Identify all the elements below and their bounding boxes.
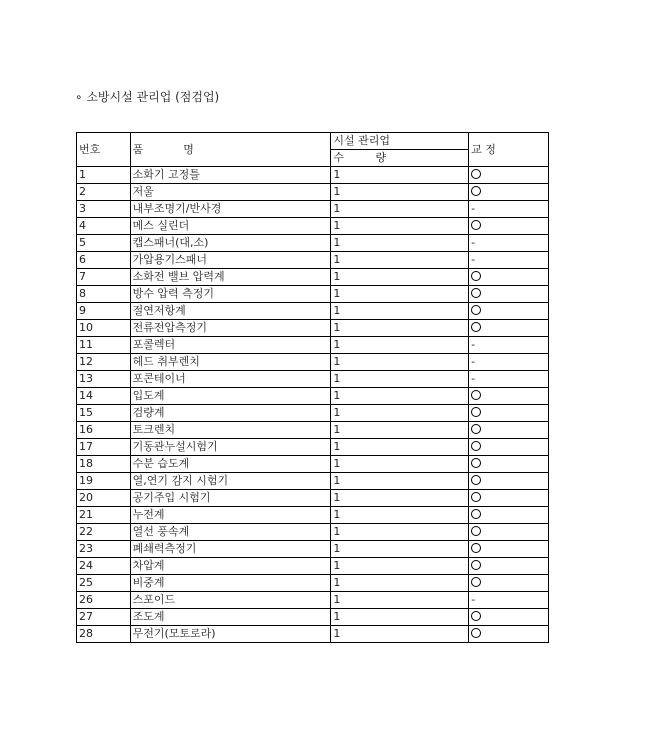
row-quantity: 1 bbox=[331, 422, 469, 439]
calibration-required-mark bbox=[469, 405, 549, 422]
dash-mark: - bbox=[471, 372, 476, 385]
row-number: 21 bbox=[77, 507, 131, 524]
row-number: 7 bbox=[77, 269, 131, 286]
table-row bbox=[77, 558, 549, 575]
table-row bbox=[77, 371, 549, 388]
calibration-not-required-mark bbox=[469, 252, 549, 269]
calibration-required-mark bbox=[469, 524, 549, 541]
circle-icon bbox=[471, 458, 481, 468]
row-item-name: 전류전압측정기 bbox=[130, 320, 331, 337]
row-number: 24 bbox=[77, 558, 131, 575]
circle-icon bbox=[471, 271, 481, 281]
row-item-name: 토크렌치 bbox=[130, 422, 331, 439]
calibration-required-mark bbox=[469, 422, 549, 439]
row-item-name: 조도계 bbox=[130, 609, 331, 626]
table-row bbox=[77, 490, 549, 507]
document-title: ∘ 소방시설 관리업 (점검업) bbox=[75, 90, 220, 104]
header-item-name-part1: 품 bbox=[132, 142, 144, 156]
circle-icon bbox=[471, 526, 481, 536]
table-row bbox=[77, 354, 549, 371]
table-row bbox=[77, 524, 549, 541]
row-quantity: 1 bbox=[331, 558, 469, 575]
table-row bbox=[77, 235, 549, 252]
calibration-required-mark bbox=[469, 609, 549, 626]
dash-mark: - bbox=[471, 355, 476, 368]
row-number: 4 bbox=[77, 218, 131, 235]
calibration-required-mark bbox=[469, 490, 549, 507]
calibration-not-required-mark bbox=[469, 337, 549, 354]
circle-icon bbox=[471, 509, 481, 519]
row-number: 3 bbox=[77, 201, 131, 218]
row-quantity: 1 bbox=[331, 575, 469, 592]
row-quantity: 1 bbox=[331, 541, 469, 558]
calibration-required-mark bbox=[469, 167, 549, 184]
row-number: 11 bbox=[77, 337, 131, 354]
calibration-not-required-mark bbox=[469, 235, 549, 252]
calibration-required-mark bbox=[469, 626, 549, 643]
circle-icon bbox=[471, 543, 481, 553]
circle-icon bbox=[471, 186, 481, 196]
table-row bbox=[77, 439, 549, 456]
table-row bbox=[77, 473, 549, 490]
row-number: 9 bbox=[77, 303, 131, 320]
row-item-name: 메스 실린더 bbox=[130, 218, 331, 235]
table-row bbox=[77, 252, 549, 269]
table-row bbox=[77, 422, 549, 439]
circle-icon bbox=[471, 407, 481, 417]
table-row bbox=[77, 303, 549, 320]
row-item-name: 저울 bbox=[130, 184, 331, 201]
row-number: 13 bbox=[77, 371, 131, 388]
row-quantity: 1 bbox=[331, 609, 469, 626]
calibration-required-mark bbox=[469, 286, 549, 303]
header-calibration: 교 정 bbox=[469, 133, 549, 167]
row-number: 12 bbox=[77, 354, 131, 371]
row-item-name: 내부조명기/반사경 bbox=[130, 201, 331, 218]
dash-mark: - bbox=[471, 202, 476, 215]
row-quantity: 1 bbox=[331, 201, 469, 218]
calibration-required-mark bbox=[469, 507, 549, 524]
row-quantity: 1 bbox=[331, 167, 469, 184]
row-item-name: 기동관누설시험기 bbox=[130, 439, 331, 456]
row-quantity: 1 bbox=[331, 252, 469, 269]
calibration-required-mark bbox=[469, 269, 549, 286]
calibration-required-mark bbox=[469, 303, 549, 320]
row-item-name: 수분 습도계 bbox=[130, 456, 331, 473]
row-quantity: 1 bbox=[331, 507, 469, 524]
row-item-name: 포콘테이너 bbox=[130, 371, 331, 388]
row-number: 5 bbox=[77, 235, 131, 252]
row-number: 28 bbox=[77, 626, 131, 643]
table-row bbox=[77, 388, 549, 405]
row-item-name: 헤드 취부렌치 bbox=[130, 354, 331, 371]
table-row bbox=[77, 337, 549, 354]
row-quantity: 1 bbox=[331, 320, 469, 337]
circle-icon bbox=[471, 560, 481, 570]
row-number: 16 bbox=[77, 422, 131, 439]
calibration-not-required-mark bbox=[469, 201, 549, 218]
row-quantity: 1 bbox=[331, 405, 469, 422]
row-item-name: 스포이드 bbox=[130, 592, 331, 609]
calibration-required-mark bbox=[469, 320, 549, 337]
row-quantity: 1 bbox=[331, 592, 469, 609]
table-row bbox=[77, 626, 549, 643]
calibration-required-mark bbox=[469, 541, 549, 558]
header-item-name-part2: 명 bbox=[183, 142, 194, 156]
row-item-name: 포콜렉터 bbox=[130, 337, 331, 354]
circle-icon bbox=[471, 169, 481, 179]
row-quantity: 1 bbox=[331, 235, 469, 252]
row-number: 14 bbox=[77, 388, 131, 405]
dash-mark: - bbox=[471, 253, 476, 266]
row-quantity: 1 bbox=[331, 286, 469, 303]
row-quantity: 1 bbox=[331, 218, 469, 235]
row-quantity: 1 bbox=[331, 337, 469, 354]
row-number: 17 bbox=[77, 439, 131, 456]
calibration-not-required-mark bbox=[469, 592, 549, 609]
calibration-required-mark bbox=[469, 184, 549, 201]
row-quantity: 1 bbox=[331, 439, 469, 456]
circle-icon bbox=[471, 288, 481, 298]
row-item-name: 열,연기 감지 시험기 bbox=[130, 473, 331, 490]
row-quantity: 1 bbox=[331, 490, 469, 507]
row-item-name: 공기주입 시험기 bbox=[130, 490, 331, 507]
equipment-table bbox=[76, 132, 549, 643]
row-number: 2 bbox=[77, 184, 131, 201]
row-item-name: 열선 풍속계 bbox=[130, 524, 331, 541]
table-row bbox=[77, 575, 549, 592]
row-item-name: 누전계 bbox=[130, 507, 331, 524]
calibration-required-mark bbox=[469, 473, 549, 490]
calibration-not-required-mark bbox=[469, 371, 549, 388]
table-row bbox=[77, 269, 549, 286]
calibration-required-mark bbox=[469, 439, 549, 456]
table-row bbox=[77, 201, 549, 218]
table-row bbox=[77, 167, 549, 184]
table-row bbox=[77, 592, 549, 609]
row-item-name: 입도계 bbox=[130, 388, 331, 405]
circle-icon bbox=[471, 441, 481, 451]
circle-icon bbox=[471, 322, 481, 332]
row-quantity: 1 bbox=[331, 303, 469, 320]
table-row bbox=[77, 541, 549, 558]
row-item-name: 소화기 고정틀 bbox=[130, 167, 331, 184]
row-item-name: 비중계 bbox=[130, 575, 331, 592]
circle-icon bbox=[471, 492, 481, 502]
circle-icon bbox=[471, 424, 481, 434]
row-number: 18 bbox=[77, 456, 131, 473]
circle-icon bbox=[471, 611, 481, 621]
row-item-name: 차압계 bbox=[130, 558, 331, 575]
row-number: 1 bbox=[77, 167, 131, 184]
row-quantity: 1 bbox=[331, 473, 469, 490]
circle-icon bbox=[471, 475, 481, 485]
row-number: 26 bbox=[77, 592, 131, 609]
row-item-name: 방수 압력 측정기 bbox=[130, 286, 331, 303]
row-number: 25 bbox=[77, 575, 131, 592]
row-item-name: 소화전 밸브 압력계 bbox=[130, 269, 331, 286]
calibration-required-mark bbox=[469, 218, 549, 235]
dash-mark: - bbox=[471, 236, 476, 249]
row-item-name: 무전기(모토로라) bbox=[130, 626, 331, 643]
row-number: 19 bbox=[77, 473, 131, 490]
row-quantity: 1 bbox=[331, 184, 469, 201]
row-quantity: 1 bbox=[331, 269, 469, 286]
table-row bbox=[77, 456, 549, 473]
header-facility-management: 시설 관리업 bbox=[331, 133, 469, 150]
dash-mark: - bbox=[471, 593, 476, 606]
row-number: 6 bbox=[77, 252, 131, 269]
row-quantity: 1 bbox=[331, 456, 469, 473]
row-item-name: 폐쇄력측정기 bbox=[130, 541, 331, 558]
row-number: 22 bbox=[77, 524, 131, 541]
table-row bbox=[77, 507, 549, 524]
row-number: 8 bbox=[77, 286, 131, 303]
row-quantity: 1 bbox=[331, 354, 469, 371]
circle-icon bbox=[471, 390, 481, 400]
calibration-required-mark bbox=[469, 388, 549, 405]
row-item-name: 가압용기스패너 bbox=[130, 252, 331, 269]
row-quantity: 1 bbox=[331, 371, 469, 388]
row-number: 15 bbox=[77, 405, 131, 422]
calibration-required-mark bbox=[469, 456, 549, 473]
row-quantity: 1 bbox=[331, 388, 469, 405]
table-row bbox=[77, 609, 549, 626]
table-row bbox=[77, 405, 549, 422]
row-item-name: 캡스패너(대,소) bbox=[130, 235, 331, 252]
table-row bbox=[77, 320, 549, 337]
row-quantity: 1 bbox=[331, 626, 469, 643]
calibration-required-mark bbox=[469, 575, 549, 592]
header-number: 번호 bbox=[77, 133, 131, 167]
header-quantity: 수 량 bbox=[331, 150, 469, 167]
row-number: 27 bbox=[77, 609, 131, 626]
dash-mark: - bbox=[471, 338, 476, 351]
table-row bbox=[77, 286, 549, 303]
row-item-name: 검량계 bbox=[130, 405, 331, 422]
calibration-not-required-mark bbox=[469, 354, 549, 371]
header-item-name bbox=[130, 133, 331, 167]
row-item-name: 절연저항계 bbox=[130, 303, 331, 320]
calibration-required-mark bbox=[469, 558, 549, 575]
table-row bbox=[77, 184, 549, 201]
circle-icon bbox=[471, 305, 481, 315]
table-body bbox=[77, 167, 549, 643]
table-row bbox=[77, 218, 549, 235]
circle-icon bbox=[471, 577, 481, 587]
row-number: 23 bbox=[77, 541, 131, 558]
circle-icon bbox=[471, 220, 481, 230]
circle-icon bbox=[471, 628, 481, 638]
row-number: 20 bbox=[77, 490, 131, 507]
row-quantity: 1 bbox=[331, 524, 469, 541]
row-number: 10 bbox=[77, 320, 131, 337]
